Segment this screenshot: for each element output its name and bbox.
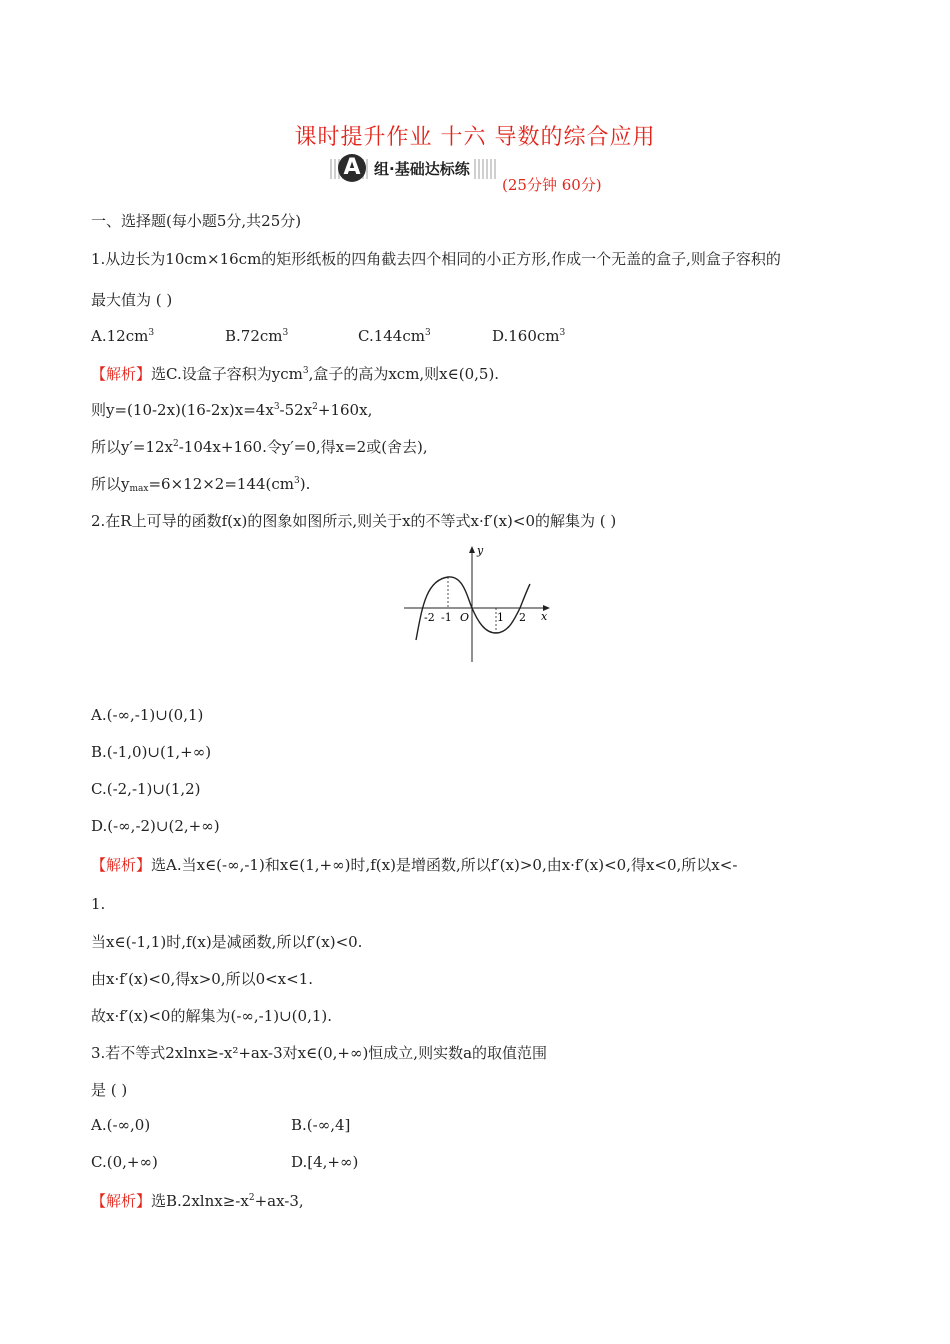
q3-option-d: D.[4,+∞) xyxy=(291,1153,359,1171)
q2-option-c: C.(-2,-1)∪(1,2) xyxy=(91,780,201,798)
function-graph xyxy=(400,540,560,665)
q3-option-c: C.(0,+∞) xyxy=(91,1153,158,1171)
y-axis-label: y xyxy=(477,544,484,557)
q2-analysis-line1: 【解析】选A.当x∈(-∞,-1)和x∈(1,+∞)时,f(x)是增函数,所以f′(x)>0,由x·f′(x)<0,得x<0,所以x<- xyxy=(91,856,738,874)
q1-option-b: $B.72cm^3$ xyxy=(225,327,289,345)
q3-option-a: A.(-∞,0) xyxy=(91,1116,151,1134)
q1-stem-line2: 最大值为 ( ) xyxy=(91,291,173,309)
tick-label-minus-one: -1 xyxy=(441,611,452,624)
q1-option-d: $D.160cm^3$ xyxy=(492,327,566,345)
section-heading: 一、选择题(每小题5分,共25分) xyxy=(91,212,302,230)
q1-option-c: $C.144cm^3$ xyxy=(358,327,431,345)
group-a-badge xyxy=(330,154,498,184)
badge-letter: A xyxy=(338,154,366,182)
y-axis-arrow xyxy=(469,546,475,553)
q1-analysis-line4: 所以$y_{max}=6\times 12\times 2=144(cm^3)$. xyxy=(91,475,311,494)
q2-option-a: A.(-∞,-1)∪(0,1) xyxy=(91,706,204,724)
q2-option-d: D.(-∞,-2)∪(2,+∞) xyxy=(91,817,220,835)
analysis-tag: 【解析】 xyxy=(91,1192,152,1210)
q1-analysis-line1: 【解析】选C.设盒子容积为ycm$^3$,盒子的高为xcm,则x∈(0,5). xyxy=(91,365,500,383)
q1-analysis-line3: 所以$y'=12x^2-104x+160$.令y′=0,得x=2或(舍去), xyxy=(91,438,428,456)
x-axis-label: x xyxy=(541,610,548,623)
origin-label: O xyxy=(460,611,470,624)
q2-analysis-line4: 由x·f′(x)<0,得x>0,所以0<x<1. xyxy=(91,970,314,988)
q1-stem-line1: 1.从边长为10cm×16cm的矩形纸板的四角截去四个相同的小正方形,作成一个无盖的盒子,则盒子容积的 xyxy=(91,250,781,268)
tick-label-minus-two: -2 xyxy=(424,611,435,624)
q2-analysis-line3: 当x∈(-1,1)时,f(x)是减函数,所以f′(x)<0. xyxy=(91,933,363,951)
analysis-tag: 【解析】 xyxy=(91,365,152,383)
q3-stem-line1: 3.若不等式2xlnx≥-x²+ax-3对x∈(0,+∞)恒成立,则实数a的取值范围 xyxy=(91,1044,548,1062)
badge-text: 组·基础达标练 xyxy=(370,159,474,179)
q2-option-b: B.(-1,0)∪(1,+∞) xyxy=(91,743,212,761)
q1-option-a: $A.12cm^3$ xyxy=(91,327,155,345)
q1-analysis-line2: 则$y=(10-2x)(16-2x)x=4x^3-52x^2+160x$, xyxy=(91,401,373,419)
tick-label-two: 2 xyxy=(519,611,526,624)
q3-analysis-line1: 【解析】选$B.2xlnx\ge-x^2+ax-3$, xyxy=(91,1192,304,1210)
q2-analysis-line5: 故x·f′(x)<0的解集为(-∞,-1)∪(0,1). xyxy=(91,1007,333,1025)
q2-analysis-line2: 1. xyxy=(91,895,106,913)
page-title: 课时提升作业 十六 导数的综合应用 xyxy=(294,125,656,150)
timing-note: (25分钟 60分) xyxy=(502,176,602,194)
q3-option-b: B.(-∞,4] xyxy=(291,1116,351,1134)
analysis-tag: 【解析】 xyxy=(91,856,152,874)
tick-label-one: 1 xyxy=(497,611,504,624)
q3-stem-line2: 是 ( ) xyxy=(91,1081,128,1099)
q2-stem: 2.在R上可导的函数f(x)的图象如图所示,则关于x的不等式x·f′(x)<0的解集为 ( ) xyxy=(91,512,617,530)
